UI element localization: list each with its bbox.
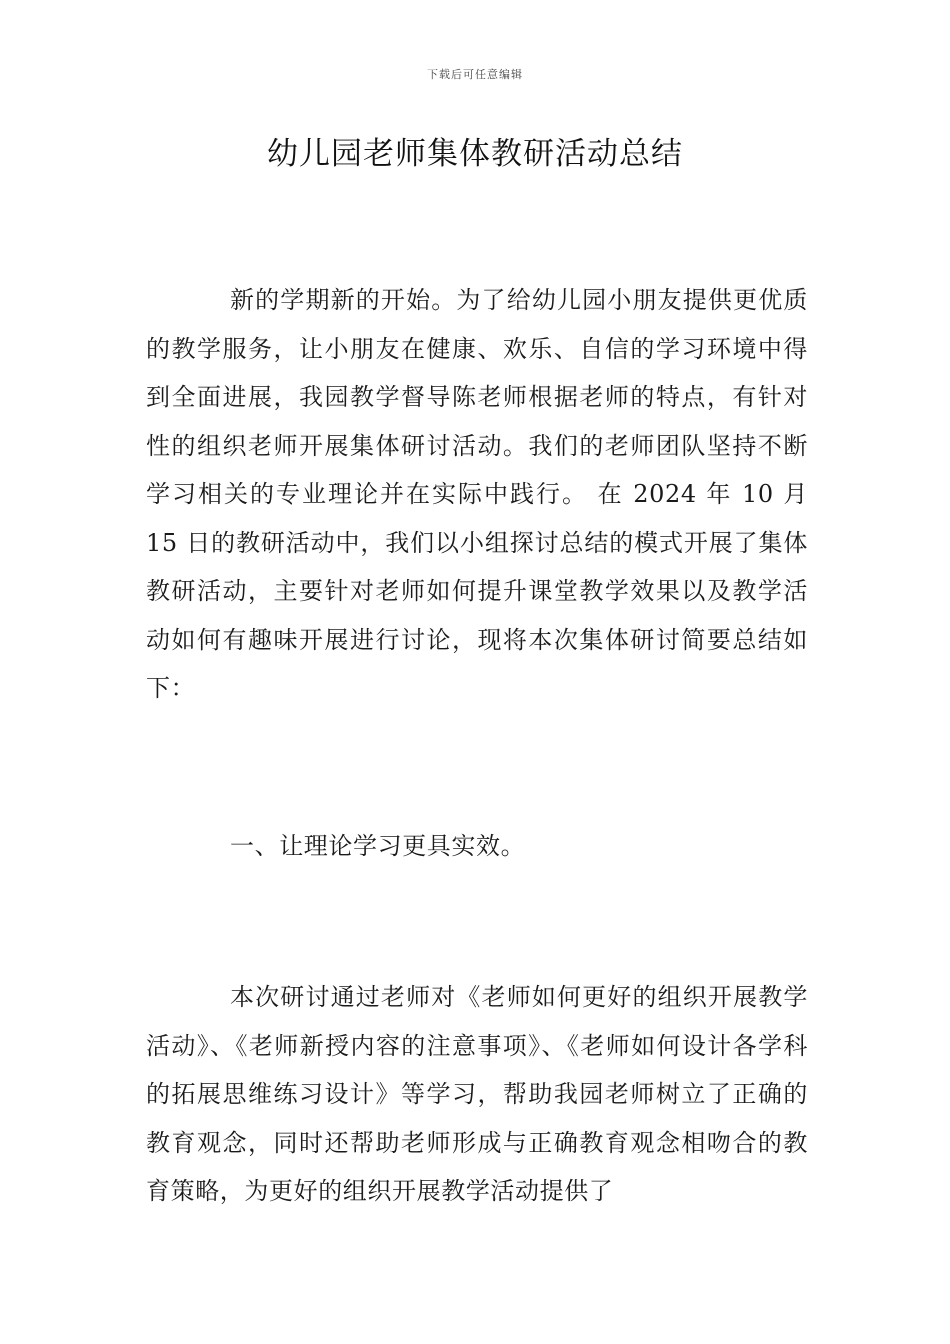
body-paragraph-intro: 新的学期新的开始。为了给幼儿园小朋友提供更优质的教学服务，让小朋友在健康、欢乐、自信的学习环境中得到全面进展，我园教学督导陈老师根据老师的特点，有针对性的组织老师开展集体研讨活动。我们的老师团队坚持不断学习相关的专业理论并在实际中践行。 在 2024 年 10 月 15 日的教研活动中，我们以小组探讨总结的模式开展了集体教研活动，主要针对老师如何提升课堂教学效果以及教学活动如何有趣味开展进行讨论，现将本次集体研讨简要总结如下： [146, 286, 808, 702]
header-watermark: 下载后可任意编辑 [427, 68, 523, 81]
document-title: 幼儿园老师集体教研活动总结 [267, 136, 683, 172]
section-heading-1: 一、让理论学习更具实效。 [230, 832, 526, 860]
body-paragraph-section-1: 本次研讨通过老师对《老师如何更好的组织开展教学活动》、《老师新授内容的注意事项》、《老师如何设计各学科的拓展思维练习设计》等学习，帮助我园老师树立了正确的教育观念，同时还帮助老师形成与正确教育观念相吻合的教育策略，为更好的组织开展教学活动提供了 [146, 983, 808, 1205]
